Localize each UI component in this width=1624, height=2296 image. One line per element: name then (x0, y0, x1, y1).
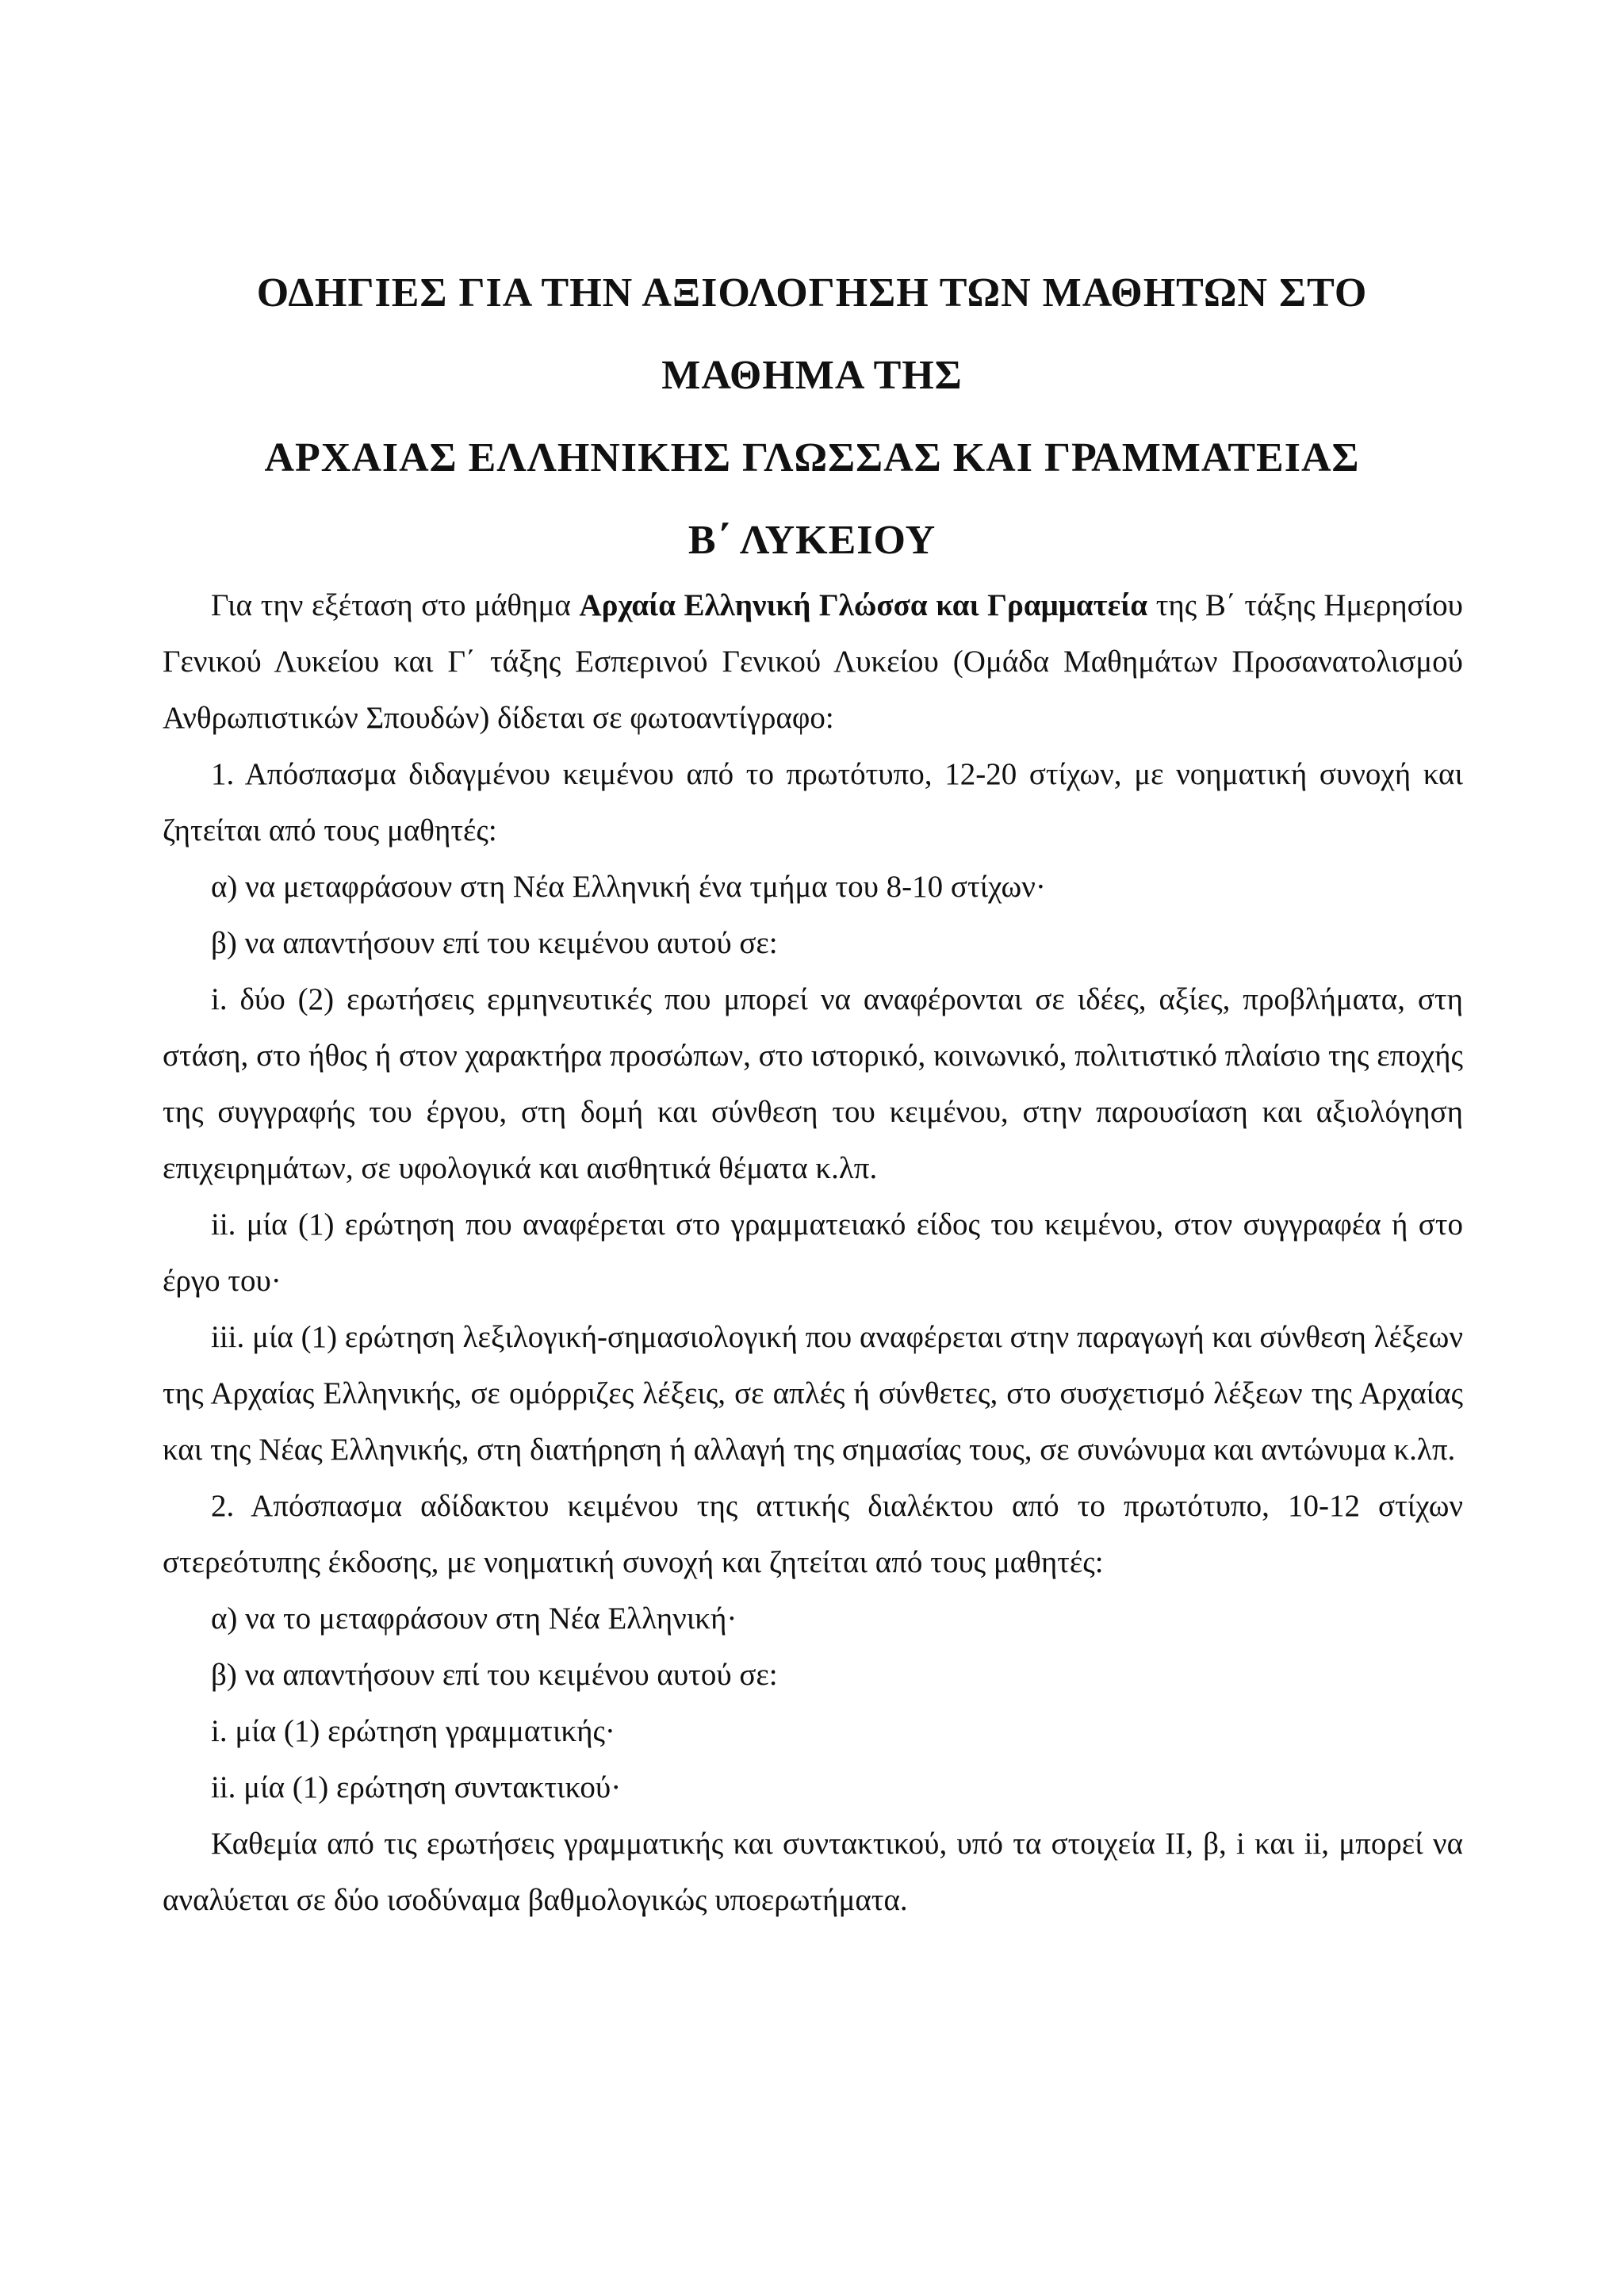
closing-paragraph: Καθεμία από τις ερωτήσεις γραμματικής και συντακτικού, υπό τα στοιχεία II, β, i και ii, μπορεί να αναλύεται σε δύο ισοδύναμα βαθμολογικώς υποερωτήματα. (163, 1827, 1463, 1917)
document-title (159, 252, 1465, 582)
part2-subitem-ii: ii. μία (1) ερώτηση συντακτικού· (211, 1770, 622, 1804)
part1-intro: 1. Απόσπασμα διδαγμένου κειμένου από το πρωτότυπο, 12-20 στίχων, με νοηματική συνοχή και ζητείται από τους μαθητές: (163, 757, 1463, 848)
intro-text-start: Για την εξέταση στο μάθημα (211, 588, 580, 622)
intro-text-end: της Β΄ τάξης Ημερησίου Γενικού Λυκείου και Γ΄ τάξης Εσπερινού Γενικού Λυκείου (Ομάδα Μαθημάτων Προσανατολισμού Ανθρωπιστικών Σπουδών) δίδεται σε φωτοαντίγραφο: (163, 588, 1463, 735)
title-line-1: ΟΔΗΓΙΕΣ ΓΙΑ ΤΗΝ ΑΞΙΟΛΟΓΗΣΗ ΤΩΝ ΜΑΘΗΤΩΝ ΣΤΟ (256, 270, 1368, 316)
part1-subitem-iii: iii. μία (1) ερώτηση λεξιλογική-σημασιολογική που αναφέρεται στην παραγωγή και σύνθεση λέξεων της Αρχαίας Ελληνικής, σε ομόρριζες λέξεις, σε απλές ή σύνθετες, στο συσχετισμό λέξεων της Αρχαίας και της Νέας Ελληνικής, στη διατήρηση ή αλλαγή της σημασίας τους, σε συνώνυμα και αντώνυμα κ.λπ. (163, 1320, 1463, 1467)
part1-subitem-ii: ii. μία (1) ερώτηση που αναφέρεται στο γραμματειακό είδος του κειμένου, στον συγγραφέα ή στο έργο του· (163, 1207, 1463, 1298)
title-line-3: ΑΡΧΑΙΑΣ ΕΛΛΗΝΙΚΗΣ ΓΛΩΣΣΑΣ ΚΑΙ ΓΡΑΜΜΑΤΕΙΑΣ (264, 435, 1360, 480)
part2-item-b: β) να απαντήσουν επί του κειμένου αυτού σε: (211, 1658, 778, 1692)
part2-subitem-i: i. μία (1) ερώτηση γραμματικής· (211, 1714, 615, 1748)
document-body (163, 577, 1463, 1928)
title-line-2: ΜΑΘΗΜΑ ΤΗΣ (661, 353, 963, 398)
title-line-4: Β΄ ΛΥΚΕΙΟΥ (688, 518, 936, 563)
part1-item-b: β) να απαντήσουν επί του κειμένου αυτού σε: (211, 926, 778, 960)
subject-name: Αρχαία Ελληνική Γλώσσα και Γραμματεία (579, 588, 1148, 622)
part1-item-a: α) να μεταφράσουν στη Νέα Ελληνική ένα τμήμα του 8-10 στίχων· (211, 870, 1046, 904)
intro-paragraph (163, 577, 1463, 746)
part2-intro: 2. Απόσπασμα αδίδακτου κειμένου της αττικής διαλέκτου από το πρωτότυπο, 10-12 στίχων στερεότυπης έκδοσης, με νοηματική συνοχή και ζητείται από τους μαθητές: (163, 1489, 1463, 1579)
part1-subitem-i: i. δύο (2) ερωτήσεις ερμηνευτικές που μπορεί να αναφέρονται σε ιδέες, αξίες, προβλήματα, στη στάση, στο ήθος ή στον χαρακτήρα προσώπων, στο ιστορικό, κοινωνικό, πολιτιστικό πλαίσιο της εποχής της συγγραφής του έργου, στη δομή και σύνθεση του κειμένου, στην παρουσίαση και αξιολόγηση επιχειρημάτων, σε υφολογικά και αισθητικά θέματα κ.λπ. (163, 982, 1463, 1185)
part2-item-a: α) να το μεταφράσουν στη Νέα Ελληνική· (211, 1601, 737, 1636)
